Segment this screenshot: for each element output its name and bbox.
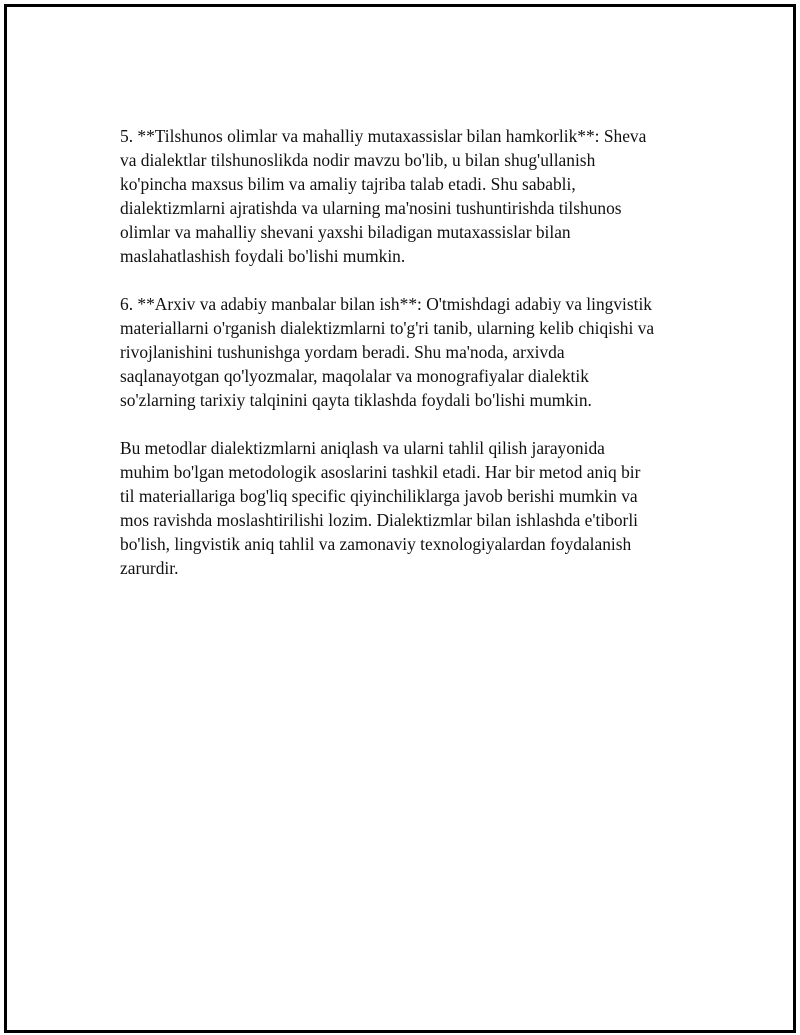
paragraph-archives: 6. **Arxiv va adabiy manbalar bilan ish**: O'tmishdagi adabiy va lingvistik materiallarni o'rganish dialektizmlarni to'g'ri tanib, ularning kelib chiqishi va rivojlanishini tushunishga yordam beradi. Shu ma'noda, arxivda saqlanayotgan qo'lyozmalar, maqolalar va monografiyalar dialektik so'zlarning tarixiy talqinini qayta tiklashda foydali bo'lishi mumkin.	[120, 294, 655, 410]
document-body	[120, 124, 710, 604]
paragraph-conclusion: Bu metodlar dialektizmlarni aniqlash va ularni tahlil qilish jarayonida muhim bo'lgan metodologik asoslarini tashkil etadi. Har bir metod aniq bir til materiallariga bog'liq specific qiyinchiliklarga javob berishi mumkin va mos ravishda moslashtirilishi lozim. Dialektizmlar bilan ishlashda e'tiborli bo'lish, lingvistik aniq tahlil va zamonaviy texnologiyalardan foydalanish zarurdir.	[120, 438, 641, 578]
paragraph-collaboration: 5. **Tilshunos olimlar va mahalliy mutaxassislar bilan hamkorlik**: Sheva va dialektlar tilshunoslikda nodir mavzu bo'lib, u bilan shug'ullanish ko'pincha maxsus bilim va amaliy tajriba talab etadi. Shu sababli, dialektizmlarni ajratishda va ularning ma'nosini tushuntirishda tilshunos olimlar va mahalliy shevani yaxshi biladigan mutaxassislar bilan maslahatlashish foydali bo'lishi mumkin.	[120, 126, 647, 266]
page-frame	[4, 4, 796, 1033]
